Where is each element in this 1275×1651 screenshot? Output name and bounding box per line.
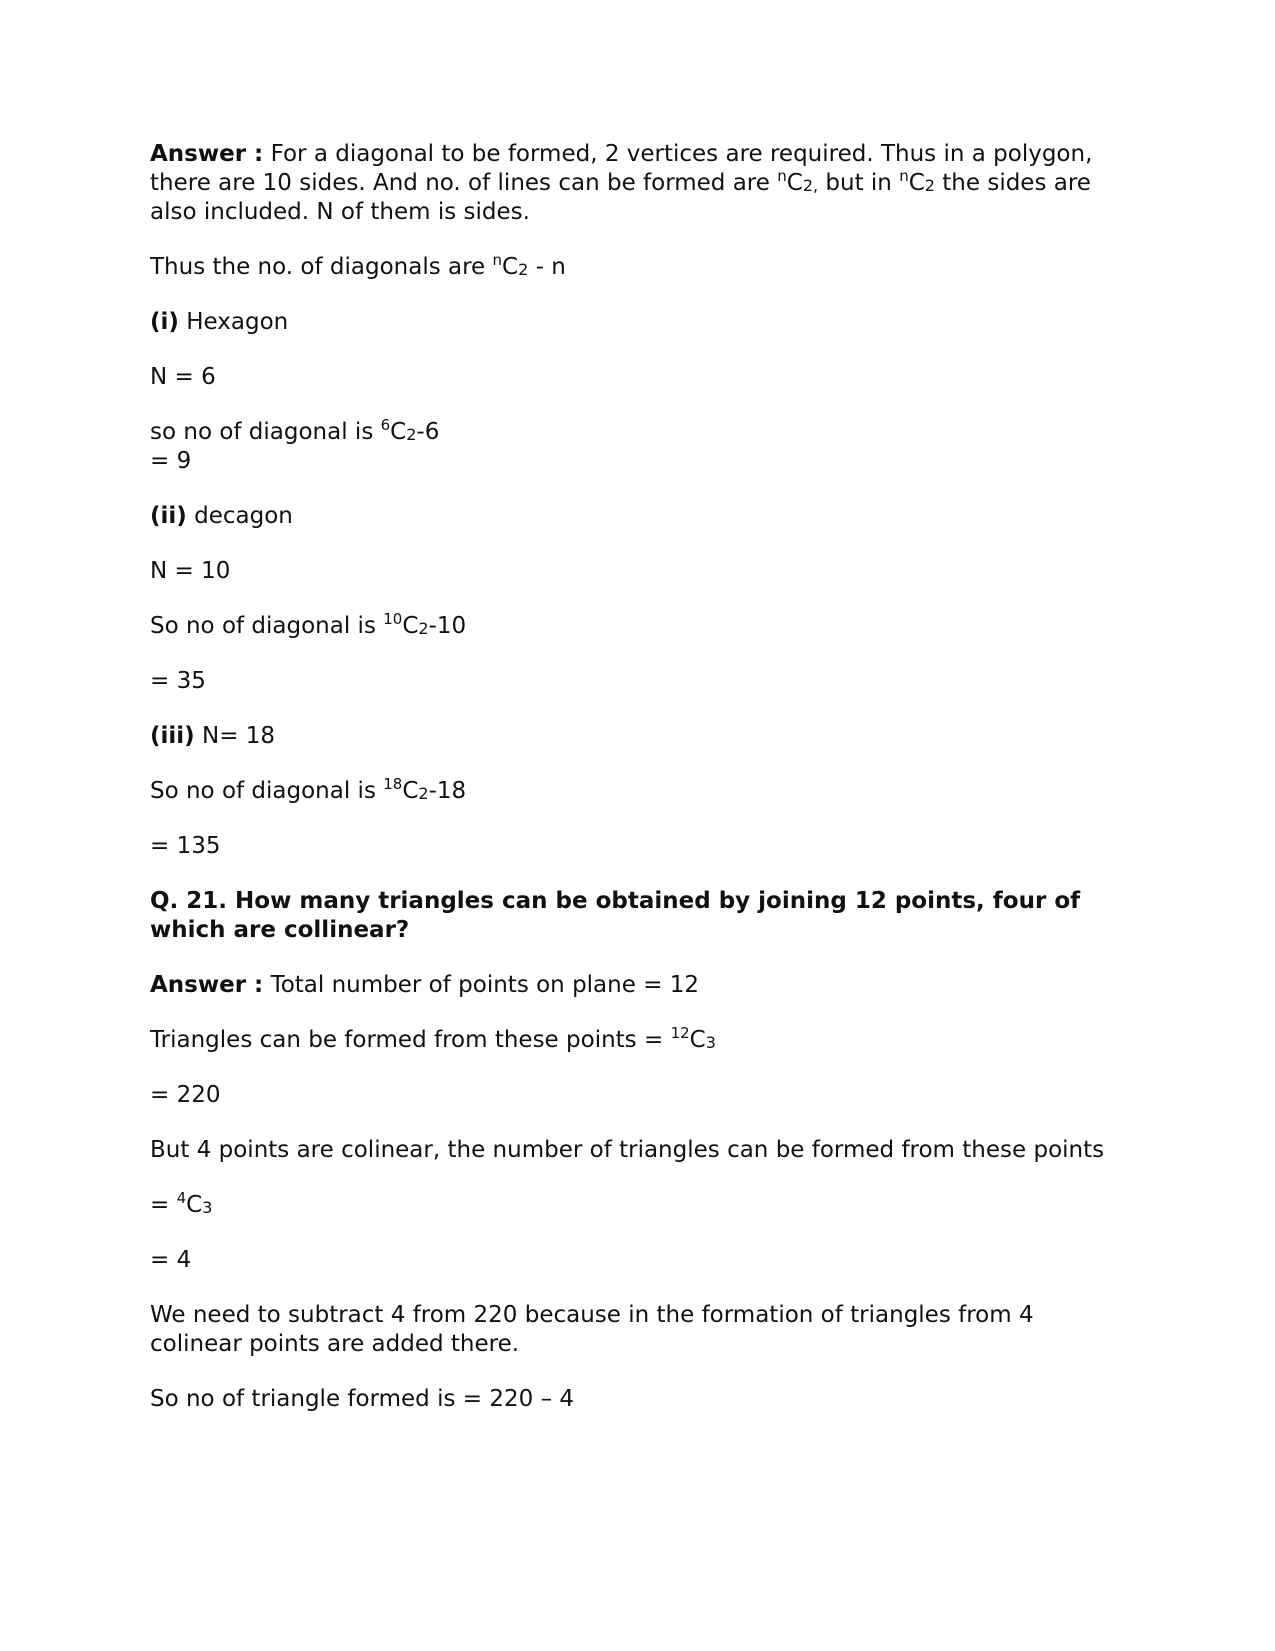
answer-text-b: but in	[818, 170, 900, 196]
formula-text: Thus the no. of diagonals are	[150, 254, 493, 280]
part-i-name: Hexagon	[178, 309, 289, 335]
equals-sign: =	[150, 1192, 177, 1218]
calc-prefix: So no of diagonal is	[150, 778, 384, 804]
subtract-explanation: We need to subtract 4 from 220 because in the formation of triangles from 4 colinear points are added there.	[150, 1302, 1034, 1357]
result-220: = 220	[150, 1082, 221, 1108]
combination-c: C	[786, 170, 803, 196]
superscript-12: 12	[670, 1024, 690, 1042]
superscript-n: n	[492, 251, 503, 269]
superscript: 10	[383, 610, 403, 628]
calc-suffix: -10	[428, 613, 467, 639]
subscript-2: 2	[418, 784, 429, 803]
part-ii-calculation	[150, 612, 1130, 641]
superscript-n: n	[777, 167, 787, 185]
part-ii-result: = 35	[150, 668, 206, 694]
combination-c: C	[402, 613, 419, 639]
combination-c: C	[186, 1192, 203, 1218]
subscript-3: 3	[202, 1198, 213, 1217]
part-iii-label: (iii)	[150, 723, 195, 749]
combination-c: C	[502, 254, 519, 280]
combination-c: C	[402, 778, 419, 804]
calc-prefix: So no of diagonal is	[150, 613, 384, 639]
part-iii-name: N= 18	[194, 723, 276, 749]
calc-prefix: so no of diagonal is	[150, 419, 381, 445]
subscript-2: 2	[924, 176, 935, 195]
part-iii-heading	[150, 722, 1130, 751]
answer-text-c: the sides are also included. N of them is sides.	[150, 170, 1091, 225]
colinear-formula-line	[150, 1191, 1130, 1220]
subscript-comma: ,	[813, 176, 819, 195]
part-ii-heading	[150, 502, 1130, 531]
calc-suffix: -6	[416, 419, 440, 445]
result-4: = 4	[150, 1247, 192, 1273]
calc-suffix: -18	[428, 778, 467, 804]
colinear-text: But 4 points are colinear, the number of triangles can be formed from these points	[150, 1137, 1105, 1163]
part-ii-name: decagon	[186, 503, 293, 529]
part-ii-label: (ii)	[150, 503, 187, 529]
subscript-2: 2	[418, 619, 429, 638]
part-i-heading	[150, 308, 1130, 337]
superscript-n: n	[899, 167, 909, 185]
final-line: So no of triangle formed is = 220 – 4	[150, 1386, 575, 1412]
question-21	[150, 887, 1130, 945]
subscript-2: 2	[518, 260, 529, 279]
answer-2-paragraph	[150, 971, 1130, 1000]
part-i-calculation	[150, 418, 1130, 447]
answer-2-text: Total number of points on plane = 12	[263, 972, 700, 998]
part-i-n: N = 6	[150, 364, 216, 390]
formula-tail: - n	[528, 254, 566, 280]
part-ii-n: N = 10	[150, 558, 231, 584]
part-iii-result: = 135	[150, 833, 221, 859]
triangles-prefix: Triangles can be formed from these points =	[150, 1027, 671, 1053]
part-i-label: (i)	[150, 309, 179, 335]
document-page	[150, 140, 1130, 1440]
answer-label: Answer :	[150, 141, 264, 167]
superscript-4: 4	[176, 1189, 187, 1207]
subscript-3: 3	[705, 1033, 716, 1052]
combination-c: C	[689, 1027, 706, 1053]
answer-text-a: For a diagonal to be formed, 2 vertices are required. Thus in a polygon, there are 10 sides. And no. of lines can be formed are	[150, 141, 1093, 196]
superscript: 6	[380, 416, 391, 434]
subscript-2: 2	[802, 176, 813, 195]
combination-c: C	[390, 419, 407, 445]
answer-paragraph	[150, 140, 1130, 227]
answer-label: Answer :	[150, 972, 264, 998]
diagonal-formula-line	[150, 253, 1130, 282]
part-iii-calculation	[150, 777, 1130, 806]
combination-c: C	[908, 170, 925, 196]
question-21-text: Q. 21. How many triangles can be obtained by joining 12 points, four of which are collinear?	[150, 888, 1081, 943]
triangles-formula-line	[150, 1026, 1130, 1055]
part-i-result: = 9	[150, 448, 192, 474]
superscript: 18	[383, 775, 403, 793]
subscript-2: 2	[406, 425, 417, 444]
